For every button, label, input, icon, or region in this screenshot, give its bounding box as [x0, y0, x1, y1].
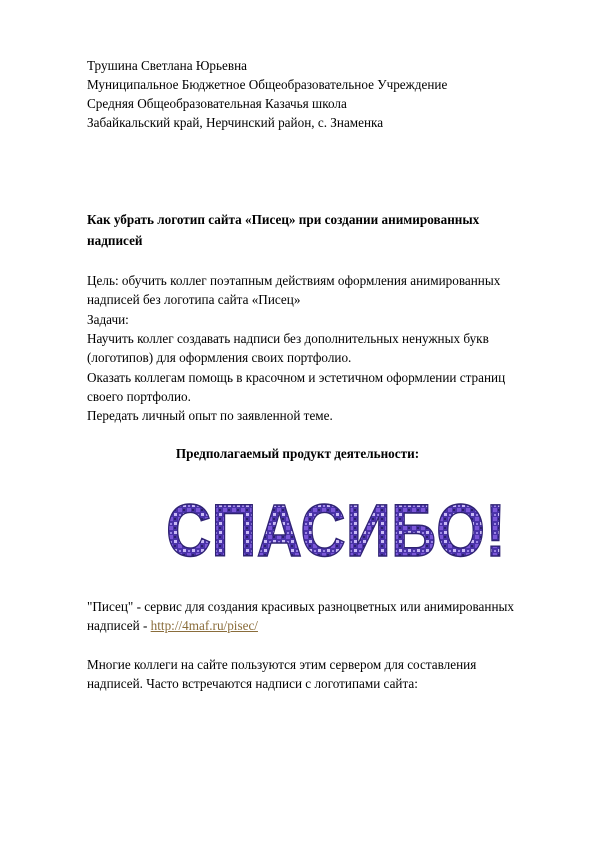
- pisec-site-link[interactable]: http://4maf.ru/pisec/: [150, 618, 258, 633]
- usage-line-2: надписей. Часто встречаются надписи с логотипами сайта:: [87, 676, 418, 691]
- service-line-prefix: надписей -: [87, 618, 151, 633]
- usage-line-1: Многие коллеги на сайте пользуются этим сервером для составления: [87, 657, 477, 672]
- document-title-line-2: надписей: [87, 233, 143, 248]
- service-description-line-1: "Писец" - сервис для создания красивых разноцветных или анимированных: [87, 599, 514, 614]
- service-description-line-2: [87, 616, 258, 636]
- goal-line-2: надписей без логотипа сайта «Писец»: [87, 292, 301, 307]
- task-3: Передать личный опыт по заявленной теме.: [87, 408, 333, 423]
- author-name: Трушина Светлана Юрьевна: [87, 58, 248, 73]
- product-heading: Предполагаемый продукт деятельности:: [175, 446, 420, 461]
- address-line: Забайкальский край, Нерчинский район, с. Знаменка: [87, 115, 384, 130]
- goal-line-1: Цель: обучить коллег поэтапным действиям оформления анимированных: [87, 273, 501, 288]
- banner-text: СПАСИБО!: [166, 489, 506, 572]
- document-title-line-1: Как убрать логотип сайта «Писец» при создании анимированных: [87, 212, 480, 227]
- task-1-line-2: (логотипов) для оформления своих портфолио.: [87, 350, 352, 365]
- task-1-line-1: Научить коллег создавать надписи без дополнительных ненужных букв: [87, 331, 489, 346]
- task-2-line-2: своего портфолио.: [87, 389, 191, 404]
- thank-you-banner-image: [160, 489, 512, 572]
- organization-line-1: Муниципальное Бюджетное Общеобразовательное Учреждение: [87, 77, 448, 92]
- organization-line-2: Средняя Общеобразовательная Казачья школа: [87, 96, 347, 111]
- task-2-line-1: Оказать коллегам помощь в красочном и эстетичном оформлении страниц: [87, 370, 506, 385]
- tasks-heading: Задачи:: [87, 312, 129, 327]
